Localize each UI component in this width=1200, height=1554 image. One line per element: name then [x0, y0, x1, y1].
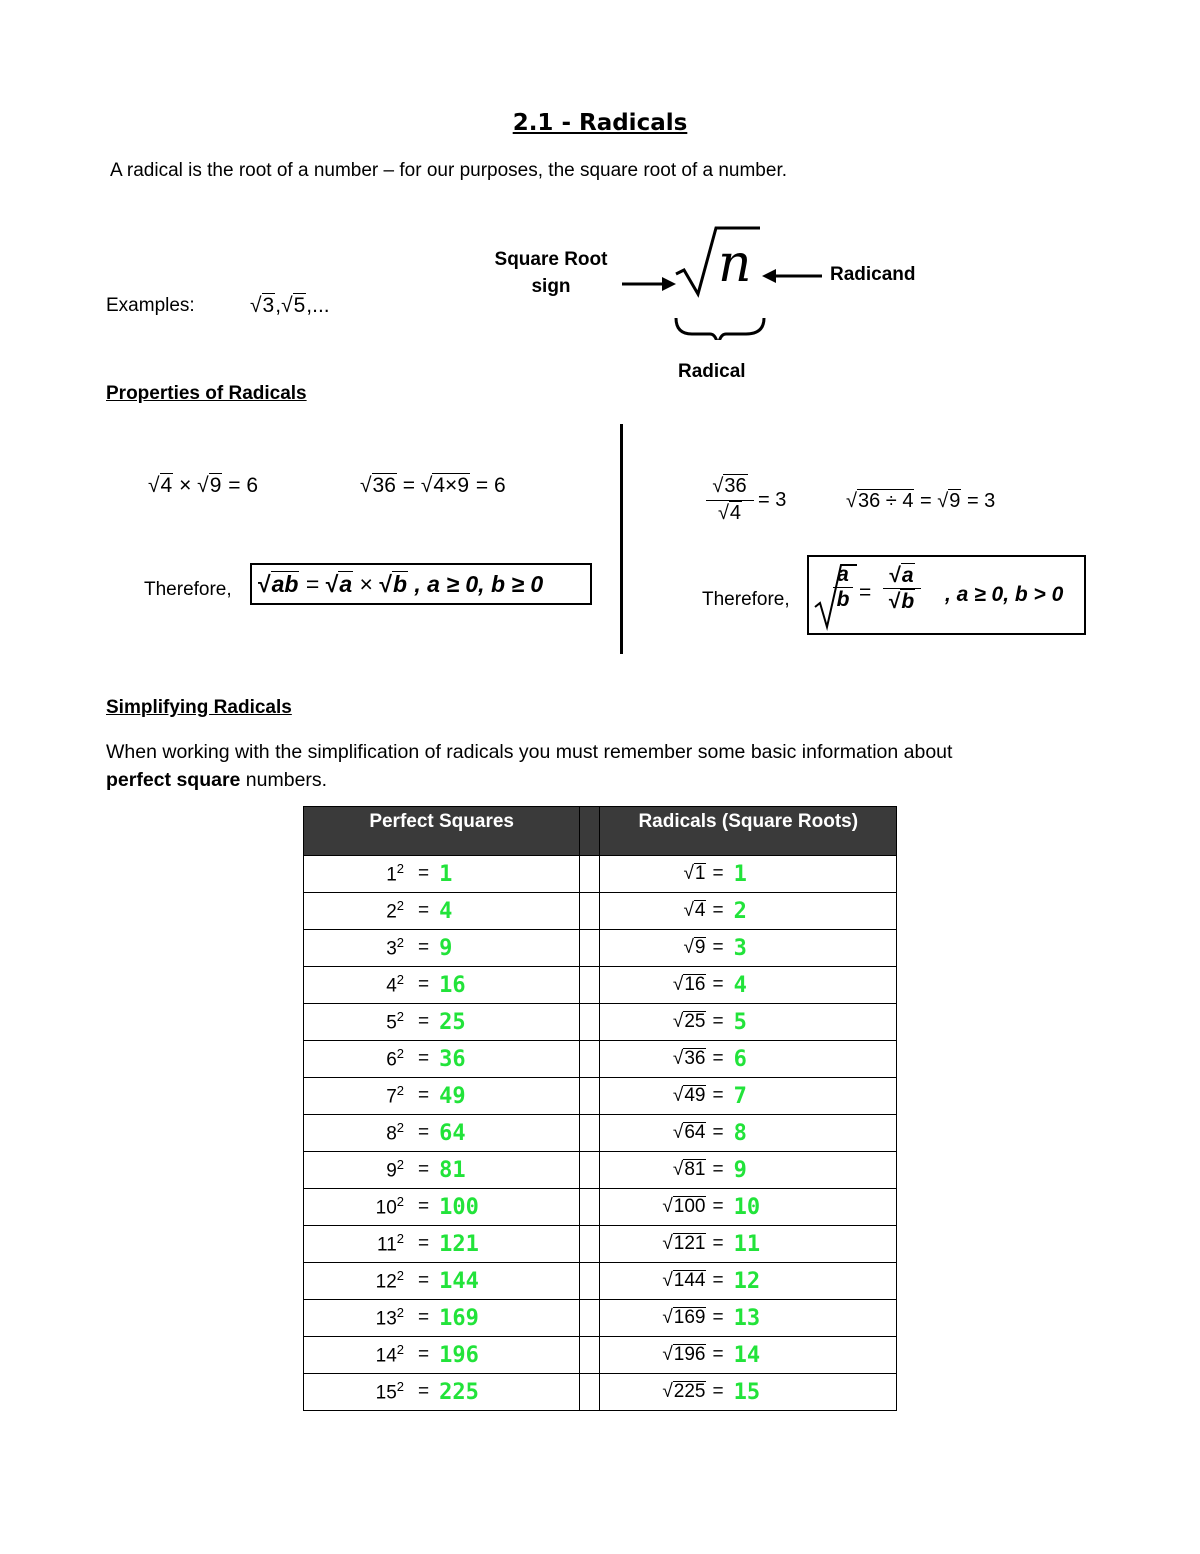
handwritten-answer: 1 — [439, 861, 453, 887]
header-perfect-squares: Perfect Squares — [304, 807, 580, 856]
ellipsis: ,... — [306, 294, 330, 317]
gap-cell — [580, 1226, 600, 1263]
base: 9 — [386, 1160, 397, 1182]
perfect-squares-table — [303, 806, 897, 1411]
radical-sign-icon: √ — [148, 474, 160, 497]
handwritten-answer: 81 — [439, 1157, 466, 1183]
exponent: 2 — [396, 1194, 404, 1210]
exponent: 2 — [396, 1231, 404, 1247]
square-root-cell — [600, 967, 897, 1004]
operator: = — [305, 570, 320, 597]
base: 5 — [386, 1012, 397, 1034]
table-row — [304, 967, 897, 1004]
equals: = — [712, 1196, 724, 1217]
examples-values — [250, 293, 330, 318]
handwritten-answer: 14 — [733, 1342, 761, 1368]
equals: = — [712, 1233, 724, 1254]
handwritten-answer: 8 — [733, 1120, 747, 1146]
square-root-cell — [600, 1226, 897, 1263]
therefore-label: Therefore, — [702, 589, 790, 610]
square-root-cell — [600, 1004, 897, 1041]
square-root-cell — [600, 1263, 897, 1300]
equals: = — [418, 974, 430, 995]
power-expression — [304, 1305, 404, 1330]
handwritten-answer: 4 — [733, 972, 747, 998]
equals: = — [418, 1307, 430, 1328]
perfect-square-cell — [304, 1115, 580, 1152]
square-root-sign-label — [478, 246, 624, 300]
handwritten-answer: 100 — [439, 1194, 479, 1220]
power-expression — [304, 1009, 404, 1034]
power-expression — [304, 935, 404, 960]
property-example-2 — [360, 473, 506, 498]
radicand: 36 — [724, 475, 747, 497]
table-row — [304, 1115, 897, 1152]
perfect-square-cell — [304, 1263, 580, 1300]
arrow-head-icon — [662, 277, 676, 291]
paragraph-text-end: numbers. — [240, 769, 328, 791]
equals: = — [712, 900, 724, 921]
equals: = — [418, 900, 430, 921]
table-row — [304, 1300, 897, 1337]
handwritten-answer: 25 — [439, 1009, 466, 1035]
radical-expression — [600, 1344, 706, 1366]
radicand: 225 — [673, 1381, 706, 1402]
exponent: 2 — [396, 972, 404, 988]
square-root-cell — [600, 1189, 897, 1226]
square-root-cell — [600, 1337, 897, 1374]
radicand: 4 — [694, 900, 706, 921]
radical-sign-icon: √ — [662, 1233, 673, 1254]
table-row — [304, 1337, 897, 1374]
radical-sign-icon: √ — [281, 294, 293, 317]
base: 13 — [375, 1308, 397, 1330]
base: 7 — [386, 1086, 397, 1108]
radical-sign-icon: √ — [846, 490, 857, 512]
quotient-result: = 3 — [758, 489, 787, 511]
exponent: 2 — [396, 1009, 404, 1025]
paragraph-text: When working with the simplification of radicals you must remember some basic information about — [106, 741, 953, 763]
properties-heading: Properties of Radicals — [106, 383, 307, 404]
radicand-label: Radicand — [830, 264, 916, 285]
base: 15 — [375, 1382, 397, 1404]
radical-sign-icon: √ — [360, 474, 372, 497]
radical-expression — [600, 863, 706, 885]
equals: = — [712, 1307, 724, 1328]
gap-cell — [580, 1300, 600, 1337]
equals: = — [712, 1122, 724, 1143]
radical-sign-icon: √ — [712, 475, 724, 497]
table-row — [304, 1189, 897, 1226]
radicand: b — [901, 590, 915, 613]
radical-expression — [600, 1381, 706, 1403]
square-root-cell — [600, 1078, 897, 1115]
exponent: 2 — [396, 1305, 404, 1321]
equals: = — [712, 1381, 724, 1402]
radical-expression — [600, 937, 706, 959]
arrow-head-icon — [762, 269, 776, 283]
handwritten-answer: 13 — [733, 1305, 761, 1331]
radical-expression — [600, 900, 706, 922]
power-expression — [304, 1120, 404, 1145]
base: 8 — [386, 1123, 397, 1145]
radical-expression — [600, 1085, 706, 1107]
radical-sign-icon: √ — [258, 570, 271, 597]
perfect-square-cell — [304, 1300, 580, 1337]
radicand: 9 — [694, 937, 706, 958]
base: 10 — [375, 1197, 397, 1219]
equals: = — [418, 1011, 430, 1032]
base: 14 — [375, 1345, 397, 1367]
perfect-square-cell — [304, 1152, 580, 1189]
handwritten-answer: 225 — [439, 1379, 479, 1405]
radical-expression — [600, 1270, 706, 1292]
handwritten-answer: 36 — [439, 1046, 466, 1072]
radical-sign-icon: √ — [379, 570, 392, 597]
perfect-square-cell — [304, 1226, 580, 1263]
equals: = — [418, 1085, 430, 1106]
power-expression — [304, 898, 404, 923]
radicand: 196 — [673, 1344, 706, 1365]
base: 4 — [386, 975, 397, 997]
square-root-cell — [600, 1152, 897, 1189]
table-row — [304, 1004, 897, 1041]
gap-cell — [580, 1374, 600, 1411]
radicand: 16 — [684, 974, 706, 995]
perfect-square-cell — [304, 1189, 580, 1226]
radical-sign-icon: √ — [683, 863, 694, 884]
equals: = — [418, 863, 430, 884]
radical-sign-icon: √ — [889, 564, 901, 587]
radical-sign-icon: √ — [672, 1048, 684, 1069]
radical-expression — [600, 974, 706, 996]
operator: × — [179, 474, 192, 497]
radical-sign-icon: √ — [672, 974, 684, 995]
exponent: 2 — [396, 1342, 404, 1358]
equals: = — [418, 1381, 430, 1402]
radicand: 81 — [684, 1159, 706, 1180]
power-expression — [304, 1194, 404, 1219]
perfect-square-cell — [304, 1374, 580, 1411]
operator: = — [402, 474, 415, 497]
radical-label: Radical — [678, 361, 746, 382]
radicand: 169 — [673, 1307, 706, 1328]
radical-expression — [600, 1011, 706, 1033]
handwritten-answer: 5 — [733, 1009, 747, 1035]
exponent: 2 — [396, 1157, 404, 1173]
radical-sign-icon: √ — [420, 474, 433, 497]
table-row — [304, 856, 897, 893]
quotient-rule-box — [807, 555, 1086, 635]
equals: = — [418, 1233, 430, 1254]
handwritten-answer: 3 — [733, 935, 747, 961]
radicand: 4 — [729, 502, 742, 524]
radical-sign-icon: √ — [662, 1307, 673, 1328]
radical-expression — [600, 1159, 706, 1181]
radicand: 49 — [684, 1085, 706, 1106]
equals: = — [712, 1011, 724, 1032]
exponent: 2 — [396, 1268, 404, 1284]
perfect-square-cell — [304, 1041, 580, 1078]
header-radicals: Radicals (Square Roots) — [600, 807, 897, 856]
base: 11 — [377, 1234, 397, 1256]
operator: × — [359, 570, 373, 597]
radical-sign-icon: √ — [672, 1122, 684, 1143]
exponent: 2 — [396, 1120, 404, 1136]
base: 1 — [386, 864, 397, 886]
table-row — [304, 893, 897, 930]
equals: = — [712, 1344, 724, 1365]
property-example-1 — [148, 473, 258, 498]
square-root-cell — [600, 893, 897, 930]
quotient-fraction — [706, 474, 754, 525]
radical-expression — [600, 1307, 706, 1329]
sign-label-line1: Square Root — [494, 249, 608, 270]
power-expression — [304, 972, 404, 997]
square-root-cell — [600, 1300, 897, 1337]
handwritten-answer: 9 — [733, 1157, 747, 1183]
operator: = — [859, 581, 872, 604]
power-expression — [304, 1083, 404, 1108]
vertical-divider — [620, 424, 623, 654]
radical-sign-icon: √ — [672, 1011, 684, 1032]
base: 3 — [386, 938, 397, 960]
gap-cell — [580, 967, 600, 1004]
handwritten-answer: 196 — [439, 1342, 479, 1368]
radical-sign-icon: √ — [662, 1270, 673, 1291]
perfect-square-cell — [304, 856, 580, 893]
condition: , a ≥ 0, b > 0 — [945, 583, 1064, 606]
handwritten-answer: 16 — [439, 972, 466, 998]
radical-sign-icon: √ — [662, 1196, 673, 1217]
square-root-cell — [600, 930, 897, 967]
handwritten-answer: 64 — [439, 1120, 466, 1146]
radicand: 36 — [684, 1048, 706, 1069]
paragraph-bold: perfect square — [106, 769, 241, 791]
result: = 6 — [475, 474, 506, 497]
equals: = — [418, 1048, 430, 1069]
handwritten-answer: 121 — [439, 1231, 479, 1257]
gap-cell — [580, 930, 600, 967]
radical-sign-icon: √ — [937, 490, 949, 512]
example-radicand: 3 — [262, 294, 275, 317]
radicand: 1 — [694, 863, 706, 884]
header-gap — [580, 807, 600, 856]
radicand: 144 — [673, 1270, 706, 1291]
equals: = — [418, 937, 430, 958]
equals: = — [712, 1048, 724, 1069]
perfect-square-cell — [304, 967, 580, 1004]
inner-fraction — [833, 563, 853, 612]
power-expression — [304, 861, 404, 886]
gap-cell — [580, 1115, 600, 1152]
radical-sign-icon: √ — [250, 294, 262, 317]
radical-sign-icon: √ — [683, 900, 694, 921]
square-root-cell — [600, 1115, 897, 1152]
perfect-square-cell — [304, 1078, 580, 1115]
sign-label-line2: sign — [531, 276, 571, 297]
equals: = — [712, 1159, 724, 1180]
separator: , — [275, 294, 282, 317]
equals: = — [712, 1270, 724, 1291]
gap-cell — [580, 1078, 600, 1115]
radical-sign-icon: √ — [662, 1344, 673, 1365]
handwritten-answer: 4 — [439, 898, 453, 924]
base: 6 — [386, 1049, 397, 1071]
outer-fraction — [883, 563, 921, 614]
handwritten-answer: 2 — [733, 898, 747, 924]
equals: = — [418, 1344, 430, 1365]
radicand: 25 — [684, 1011, 706, 1032]
base: 2 — [386, 901, 397, 923]
handwritten-answer: 169 — [439, 1305, 479, 1331]
equals: = — [712, 863, 724, 884]
gap-cell — [580, 1004, 600, 1041]
radicand: b — [392, 570, 408, 597]
handwritten-answer: 6 — [733, 1046, 747, 1072]
result: = 6 — [228, 474, 259, 497]
radical-sign-icon: √ — [888, 590, 901, 613]
simplifying-heading: Simplifying Radicals — [106, 697, 292, 718]
numerator: a — [833, 563, 853, 588]
table-row — [304, 1374, 897, 1411]
perfect-square-cell — [304, 1004, 580, 1041]
quotient-example-2 — [846, 489, 995, 513]
equals: = — [418, 1196, 430, 1217]
radicand: 36 ÷ 4 — [857, 490, 914, 512]
equals: = — [712, 1085, 724, 1106]
radicand: 121 — [673, 1233, 706, 1254]
gap-cell — [580, 893, 600, 930]
equals: = — [712, 974, 724, 995]
radical-sign-icon: √ — [672, 1159, 684, 1180]
gap-cell — [580, 1041, 600, 1078]
radical-expression — [600, 1048, 706, 1070]
handwritten-answer: 7 — [733, 1083, 747, 1109]
radicand: a — [339, 570, 353, 597]
simplifying-paragraph — [106, 738, 1106, 794]
equals: = — [418, 1122, 430, 1143]
radicand: 100 — [673, 1196, 706, 1217]
radical-sign-icon: √ — [197, 474, 209, 497]
therefore-label: Therefore, — [144, 579, 232, 600]
gap-cell — [580, 1189, 600, 1226]
exponent: 2 — [396, 898, 404, 914]
handwritten-answer: 15 — [733, 1379, 761, 1405]
table-row — [304, 1263, 897, 1300]
table-row — [304, 1078, 897, 1115]
base: 12 — [375, 1271, 397, 1293]
gap-cell — [580, 1152, 600, 1189]
handwritten-answer: 10 — [733, 1194, 761, 1220]
operator: = — [920, 490, 932, 512]
examples-label: Examples: — [106, 295, 195, 316]
handwritten-answer: 49 — [439, 1083, 466, 1109]
equals: = — [418, 1270, 430, 1291]
power-expression — [304, 1342, 404, 1367]
radical-sign-icon: √ — [325, 570, 339, 597]
power-expression — [304, 1046, 404, 1071]
radicand: 36 — [372, 474, 396, 497]
table-row — [304, 1041, 897, 1078]
exponent: 2 — [396, 1379, 404, 1395]
example-radicand: 5 — [293, 294, 306, 317]
equals: = — [418, 1159, 430, 1180]
table-row — [304, 1152, 897, 1189]
handwritten-answer: 1 — [733, 861, 747, 887]
handwritten-answer: 144 — [439, 1268, 479, 1294]
gap-cell — [580, 856, 600, 893]
handwritten-answer: 11 — [733, 1231, 761, 1257]
exponent: 2 — [396, 1083, 404, 1099]
power-expression — [304, 1268, 404, 1293]
radical-expression — [600, 1122, 706, 1144]
perfect-square-cell — [304, 930, 580, 967]
power-expression — [304, 1379, 404, 1404]
table-row — [304, 1226, 897, 1263]
radical-sign-icon: √ — [683, 937, 694, 958]
square-root-cell — [600, 1374, 897, 1411]
condition: , a ≥ 0, b ≥ 0 — [414, 570, 544, 597]
radical-sign-icon: √ — [672, 1085, 684, 1106]
radicand: 9 — [949, 490, 961, 512]
radicand: ab — [271, 570, 299, 597]
square-root-cell — [600, 1041, 897, 1078]
gap-cell — [580, 1263, 600, 1300]
radical-expression — [600, 1196, 706, 1218]
radical-sign-icon: √ — [662, 1381, 673, 1402]
page-title: 2.1 - Radicals — [512, 110, 688, 136]
radicand: 4×9 — [433, 474, 469, 497]
radicand: 64 — [684, 1122, 706, 1143]
square-root-cell — [600, 856, 897, 893]
radical-sign-icon: √ — [717, 502, 729, 524]
table-row — [304, 930, 897, 967]
intro-text: A radical is the root of a number – for our purposes, the square root of a number. — [110, 160, 787, 181]
product-rule-box — [250, 563, 592, 605]
denominator: b — [836, 588, 850, 611]
radicand: a — [901, 564, 914, 587]
radicand: 4 — [160, 474, 173, 497]
power-expression — [304, 1231, 404, 1256]
radicand: 9 — [209, 474, 222, 497]
exponent: 2 — [396, 1046, 404, 1062]
exponent: 2 — [396, 935, 404, 951]
radical-expression — [600, 1233, 706, 1255]
handwritten-answer: 9 — [439, 935, 453, 961]
radicand-symbol: n — [718, 234, 752, 294]
result: = 3 — [966, 490, 996, 512]
perfect-square-cell — [304, 1337, 580, 1374]
table-header-row — [304, 807, 897, 856]
handwritten-answer: 12 — [733, 1268, 761, 1294]
exponent: 2 — [396, 861, 404, 877]
gap-cell — [580, 1337, 600, 1374]
power-expression — [304, 1157, 404, 1182]
brace-icon — [676, 318, 764, 340]
equals: = — [712, 937, 724, 958]
perfect-square-cell — [304, 893, 580, 930]
